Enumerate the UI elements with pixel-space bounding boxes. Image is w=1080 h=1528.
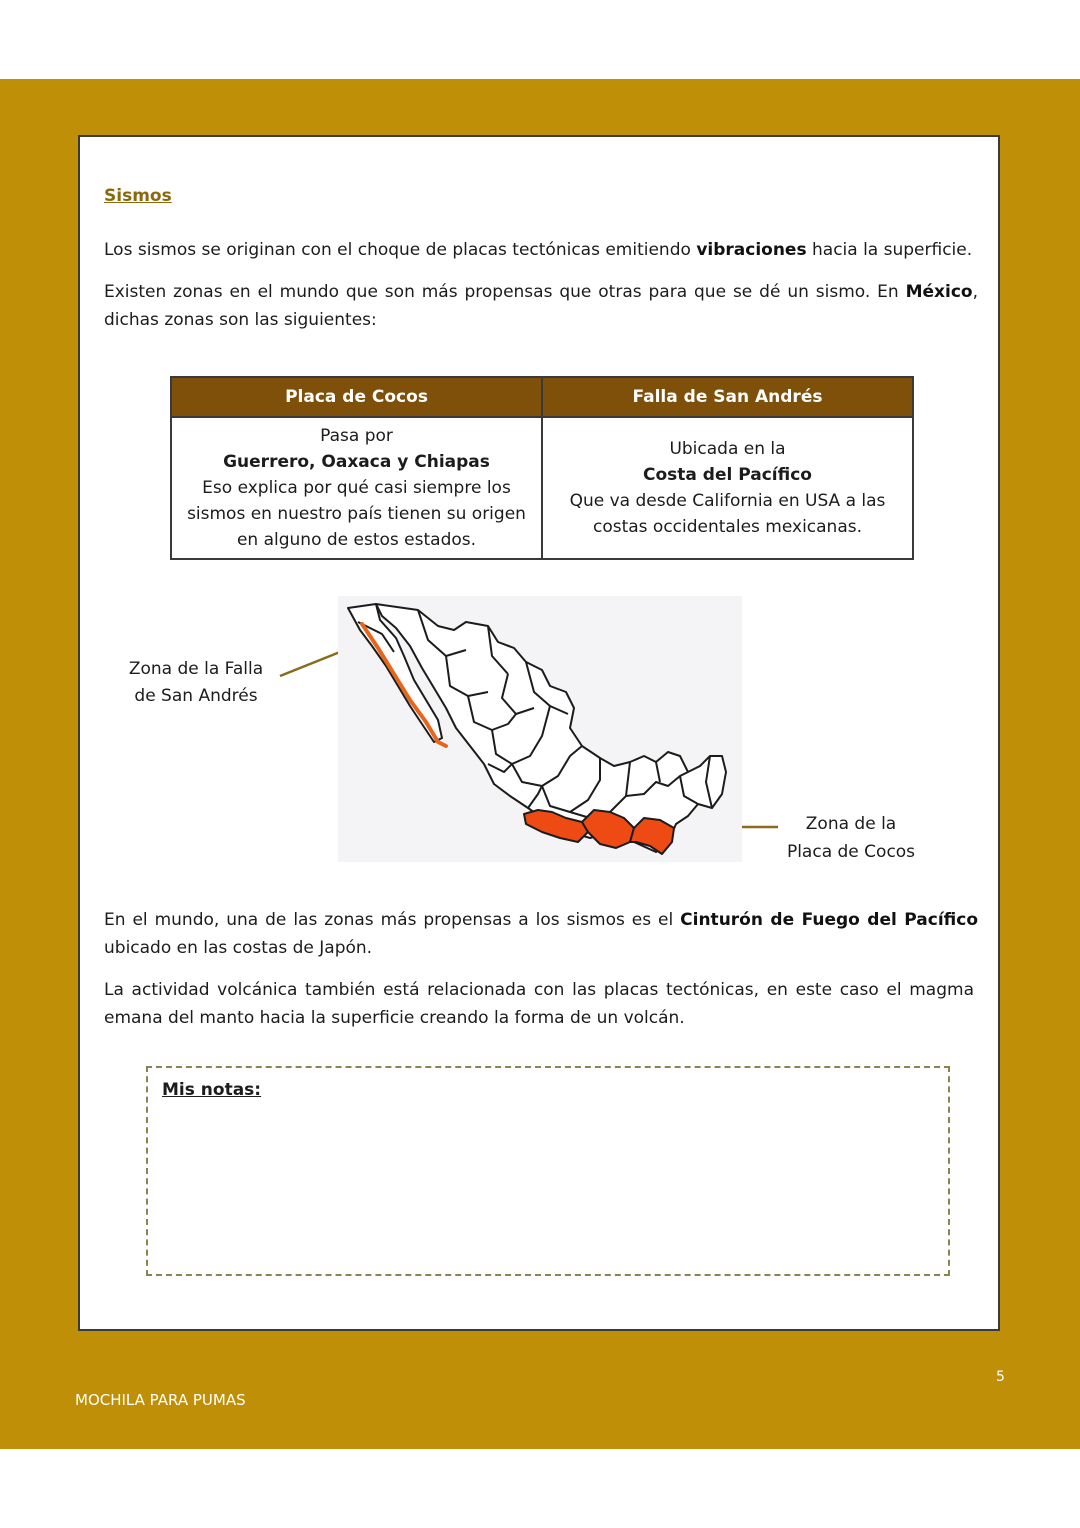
volcanic-paragraph: La actividad volcánica también está relacionada con las placas tectónicas, en este caso el magma emana del manto hacia la superficie creando la forma de un volcán.	[104, 980, 974, 1028]
section-title: Sismos	[104, 186, 172, 206]
cell-falla-san-andres: Ubicada en la Costa del Pacífico Que va desde California en USA a las costas occidentales mexicanas.	[542, 417, 913, 559]
label-falla-san-andres: Zona de la Falla de San Andrés	[128, 659, 264, 706]
footer-brand: MOCHILA PARA PUMAS	[75, 1391, 246, 1409]
seismic-zones-table	[170, 376, 914, 560]
mexico-map	[338, 596, 742, 862]
intro-paragraph: Los sismos se originan con el choque de placas tectónicas emitiendo vibraciones hacia la superficie.	[104, 240, 973, 260]
notes-box[interactable]	[146, 1066, 950, 1276]
ring-of-fire-paragraph: En el mundo, una de las zonas más propensas a los sismos es el Cinturón de Fuego del Pacífico ubicado en las costas de Japón.	[104, 910, 978, 958]
zones-paragraph: Existen zonas en el mundo que son más propensas que otras para que se dé un sismo. En México, dichas zonas son las siguientes:	[104, 282, 978, 330]
label-placa-de-cocos: Zona de la Placa de Cocos	[786, 814, 916, 862]
cell-placa-de-cocos: Pasa por Guerrero, Oaxaca y Chiapas Eso explica por qué casi siempre los sismos en nuestro país tienen su origen en alguno de estos estados.	[171, 417, 542, 559]
header-falla-san-andres: Falla de San Andrés	[542, 377, 913, 417]
mexico-map-illustration	[338, 596, 742, 862]
notes-title: Mis notas:	[162, 1080, 262, 1100]
header-placa-de-cocos: Placa de Cocos	[171, 377, 542, 417]
page-number: 5	[996, 1369, 1005, 1385]
